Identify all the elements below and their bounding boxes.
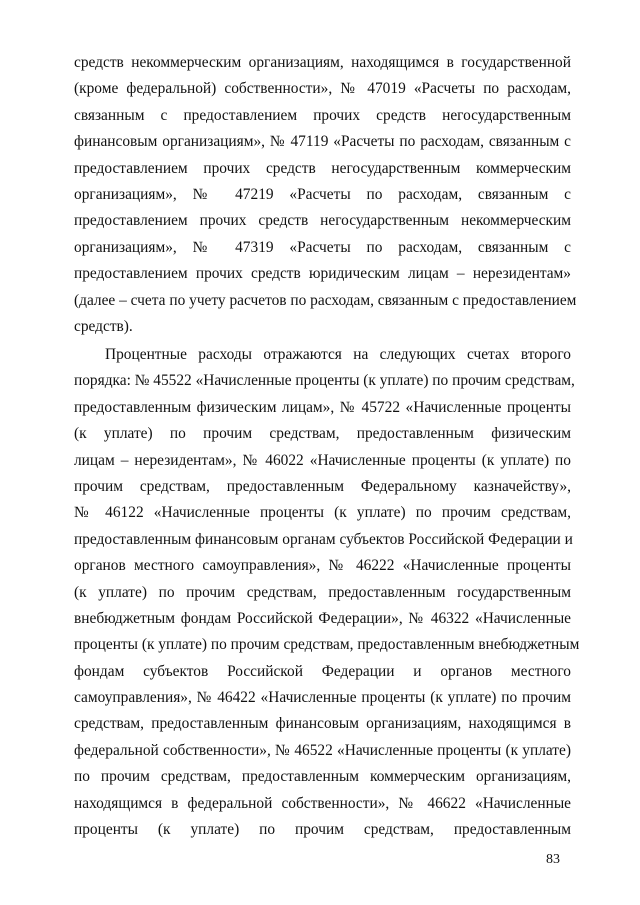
paragraph-line: предоставлением прочих средств негосударственным некоммерческим [74,212,571,230]
paragraph-line: органов местного самоуправления», № 46222 «Начисленные проценты [74,557,571,575]
paragraph-line: предоставленным физическим лицам», № 45722 «Начисленные проценты [74,398,571,416]
paragraph-line: (кроме федеральной) собственности», № 47019 «Расчеты по расходам, [74,80,571,98]
paragraph-line: средств). [74,317,133,335]
paragraph-line: лицам – нерезидентам», № 46022 «Начисленные проценты (к уплате) по [74,451,571,469]
paragraph-line: порядка: № 45522 «Начисленные проценты (к уплате) по прочим средствам, [74,372,575,390]
paragraph-line: проценты (к уплате) по прочим средствам, предоставленным [74,821,571,839]
paragraph-line: предоставленным финансовым органам субъектов Российской Федерации и [74,530,573,548]
paragraph-2 [74,342,580,843]
paragraph-line: (к уплате) по прочим средствам, предоставленным физическим [74,425,571,443]
paragraph-line: связанным с предоставлением прочих средств негосударственным [74,106,571,124]
paragraph-line: предоставлением прочих средств юридическим лицам – нерезидентам» [74,265,571,283]
paragraph-line: средств некоммерческим организациям, находящимся в государственной [74,54,571,71]
paragraph-line: (далее – счета по учету расчетов по расходам, связанным с предоставлением [74,291,577,309]
paragraph-line: самоуправления», № 46422 «Начисленные проценты (к уплате) по прочим [74,689,571,707]
paragraph-line: № 46122 «Начисленные проценты (к уплате) по прочим средствам, [74,504,571,522]
paragraph-line: организациям», № 47319 «Расчеты по расходам, связанным с [74,238,571,256]
paragraph-line: федеральной собственности», № 46522 «Начисленные проценты (к уплате) [74,741,571,759]
paragraph-line: по прочим средствам, предоставленным коммерческим организациям, [74,768,571,786]
paragraph-line: внебюджетным фондам Российской Федерации», № 46322 «Начисленные [74,609,571,627]
paragraph-line: предоставлением прочих средств негосударственным коммерческим [74,159,571,177]
paragraph-line: прочим средствам, предоставленным Федеральному казначейству», [74,477,571,495]
paragraph-line: средствам, предоставленным финансовым организациям, находящимся в [74,715,571,733]
paragraph-1 [74,50,577,340]
paragraph-line: финансовым организациям», № 47119 «Расчеты по расходам, связанным с [74,133,571,151]
paragraph-line: проценты (к уплате) по прочим средствам, предоставленным внебюджетным [74,636,580,654]
paragraph-line: фондам субъектов Российской Федерации и органов местного [74,662,571,680]
paragraph-line: Процентные расходы отражаются на следующих счетах второго [105,346,571,363]
paragraph-line: (к уплате) по прочим средствам, предоставленным государственным [74,583,571,601]
paragraph-line: организациям», № 47219 «Расчеты по расходам, связанным с [74,185,571,203]
page-number: 83 [546,852,560,867]
paragraph-line: находящимся в федеральной собственности», № 46622 «Начисленные [74,794,571,812]
